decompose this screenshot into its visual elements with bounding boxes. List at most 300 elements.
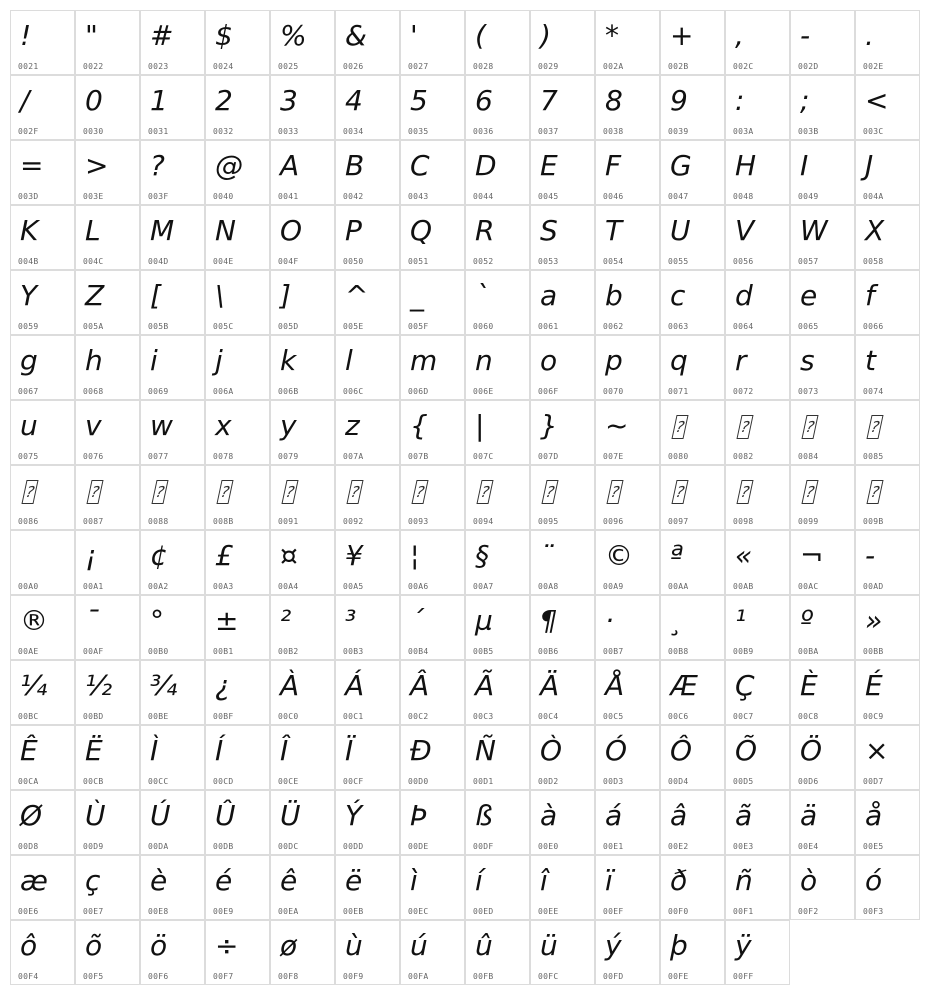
glyph-character: T bbox=[605, 214, 623, 247]
glyph-cell bbox=[75, 75, 140, 140]
glyph-codepoint: 00C4 bbox=[538, 712, 559, 721]
glyph-character: R bbox=[475, 214, 495, 247]
glyph-codepoint: 0036 bbox=[473, 127, 494, 136]
glyph-codepoint: 006B bbox=[278, 387, 299, 396]
glyph-codepoint: 00A1 bbox=[83, 582, 104, 591]
glyph-character: Ñ bbox=[475, 734, 496, 767]
glyph-codepoint: 00A4 bbox=[278, 582, 299, 591]
glyph-cell bbox=[335, 140, 400, 205]
glyph-codepoint: 00CB bbox=[83, 777, 104, 786]
glyph-codepoint: 00C7 bbox=[733, 712, 754, 721]
glyph-character: _ bbox=[410, 279, 424, 312]
missing-glyph-icon: ? bbox=[21, 480, 38, 504]
glyph-character: À bbox=[280, 669, 300, 702]
glyph-cell bbox=[75, 400, 140, 465]
glyph-codepoint: 00A8 bbox=[538, 582, 559, 591]
glyph-character: ó bbox=[865, 864, 883, 897]
glyph-character: d bbox=[735, 279, 753, 312]
glyph-cell bbox=[205, 530, 270, 595]
glyph-cell bbox=[595, 10, 660, 75]
glyph-codepoint: 0073 bbox=[798, 387, 819, 396]
glyph-cell bbox=[855, 335, 920, 400]
glyph-codepoint: 0091 bbox=[278, 517, 299, 526]
glyph-cell bbox=[400, 270, 465, 335]
glyph-cell bbox=[595, 855, 660, 920]
glyph-character: H bbox=[735, 149, 757, 182]
glyph-character: 0 bbox=[85, 84, 103, 117]
glyph-codepoint: 003D bbox=[18, 192, 39, 201]
glyph-codepoint: 0087 bbox=[83, 517, 104, 526]
glyph-codepoint: 0062 bbox=[603, 322, 624, 331]
glyph-cell bbox=[335, 920, 400, 985]
glyph-cell bbox=[855, 270, 920, 335]
glyph-character: Á bbox=[345, 669, 365, 702]
glyph-character: 8 bbox=[605, 84, 623, 117]
glyph-codepoint: 00B2 bbox=[278, 647, 299, 656]
glyph-character: F bbox=[605, 149, 622, 182]
glyph-codepoint: 00E8 bbox=[148, 907, 169, 916]
glyph-codepoint: 0080 bbox=[668, 452, 689, 461]
glyph-character: / bbox=[20, 84, 30, 117]
glyph-character: ¿ bbox=[215, 669, 230, 702]
glyph-cell bbox=[855, 725, 920, 790]
glyph-character: + bbox=[670, 19, 694, 52]
glyph-cell bbox=[530, 725, 595, 790]
glyph-cell bbox=[725, 140, 790, 205]
glyph-character: Û bbox=[215, 799, 236, 832]
glyph-character: ` bbox=[475, 279, 489, 312]
missing-glyph-icon: ? bbox=[476, 480, 493, 504]
glyph-codepoint: 003B bbox=[798, 127, 819, 136]
glyph-character: â bbox=[670, 799, 688, 832]
glyph-character: ´ bbox=[410, 604, 424, 637]
glyph-cell bbox=[660, 465, 725, 530]
glyph-codepoint: 006E bbox=[473, 387, 494, 396]
glyph-character: ú bbox=[410, 929, 428, 962]
glyph-character: n bbox=[475, 344, 493, 377]
glyph-cell bbox=[660, 855, 725, 920]
glyph-cell bbox=[660, 595, 725, 660]
glyph-cell bbox=[790, 140, 855, 205]
glyph-cell bbox=[530, 75, 595, 140]
glyph-character: Ò bbox=[540, 734, 563, 767]
glyph-character: © bbox=[605, 539, 633, 572]
glyph-codepoint: 00CF bbox=[343, 777, 364, 786]
glyph-codepoint: 0025 bbox=[278, 62, 299, 71]
glyph-character: Ï bbox=[345, 734, 354, 767]
glyph-codepoint: 0096 bbox=[603, 517, 624, 526]
glyph-codepoint: 0085 bbox=[863, 452, 884, 461]
glyph-codepoint: 002B bbox=[668, 62, 689, 71]
glyph-codepoint: 0086 bbox=[18, 517, 39, 526]
glyph-codepoint: 0058 bbox=[863, 257, 884, 266]
glyph-codepoint: 00D4 bbox=[668, 777, 689, 786]
glyph-cell bbox=[140, 270, 205, 335]
glyph-cell bbox=[530, 270, 595, 335]
glyph-character: ° bbox=[150, 604, 164, 637]
glyph-codepoint: 00D5 bbox=[733, 777, 754, 786]
glyph-cell bbox=[205, 595, 270, 660]
glyph-character: a bbox=[540, 279, 558, 312]
glyph-codepoint: 00F4 bbox=[18, 972, 39, 981]
glyph-cell bbox=[205, 920, 270, 985]
glyph-codepoint: 0035 bbox=[408, 127, 429, 136]
glyph-character: 6 bbox=[475, 84, 493, 117]
glyph-character: k bbox=[280, 344, 297, 377]
missing-glyph-icon: ? bbox=[736, 480, 753, 504]
glyph-cell bbox=[790, 790, 855, 855]
glyph-codepoint: 00BF bbox=[213, 712, 234, 721]
glyph-codepoint: 0088 bbox=[148, 517, 169, 526]
glyph-codepoint: 00F6 bbox=[148, 972, 169, 981]
glyph-cell bbox=[10, 725, 75, 790]
glyph-cell bbox=[270, 335, 335, 400]
glyph-cell bbox=[75, 335, 140, 400]
glyph-character: à bbox=[540, 799, 558, 832]
glyph-codepoint: 00F2 bbox=[798, 907, 819, 916]
glyph-character: ª bbox=[670, 539, 684, 572]
glyph-character: º bbox=[800, 604, 814, 637]
glyph-cell bbox=[270, 270, 335, 335]
glyph-cell bbox=[10, 660, 75, 725]
glyph-codepoint: 00D1 bbox=[473, 777, 494, 786]
glyph-character: ) bbox=[540, 19, 551, 52]
glyph-character: l bbox=[345, 344, 353, 377]
glyph-codepoint: 00F1 bbox=[733, 907, 754, 916]
glyph-cell bbox=[400, 10, 465, 75]
glyph-character: É bbox=[865, 669, 883, 702]
glyph-character: S bbox=[540, 214, 558, 247]
glyph-codepoint: 00A3 bbox=[213, 582, 234, 591]
glyph-character: ± bbox=[215, 604, 239, 637]
glyph-character: ¦ bbox=[410, 539, 420, 572]
glyph-codepoint: 00E1 bbox=[603, 842, 624, 851]
glyph-character: ! bbox=[20, 19, 32, 52]
glyph-character: P bbox=[345, 214, 362, 247]
glyph-cell bbox=[140, 205, 205, 270]
glyph-character: - bbox=[865, 539, 876, 572]
glyph-cell bbox=[855, 465, 920, 530]
glyph-cell bbox=[400, 465, 465, 530]
glyph-codepoint: 002F bbox=[18, 127, 39, 136]
glyph-codepoint: 0021 bbox=[18, 62, 39, 71]
glyph-cell bbox=[530, 855, 595, 920]
glyph-cell bbox=[725, 205, 790, 270]
glyph-cell bbox=[10, 205, 75, 270]
glyph-character: ¼ bbox=[20, 669, 48, 702]
glyph-cell bbox=[270, 660, 335, 725]
glyph-character: K bbox=[20, 214, 39, 247]
glyph-codepoint: 0075 bbox=[18, 452, 39, 461]
glyph-codepoint: 0098 bbox=[733, 517, 754, 526]
glyph-codepoint: 0082 bbox=[733, 452, 754, 461]
glyph-cell bbox=[660, 790, 725, 855]
glyph-cell bbox=[75, 140, 140, 205]
glyph-cell bbox=[790, 10, 855, 75]
glyph-cell bbox=[270, 205, 335, 270]
glyph-cell bbox=[595, 140, 660, 205]
glyph-cell bbox=[270, 10, 335, 75]
glyph-cell bbox=[855, 10, 920, 75]
glyph-character: Ø bbox=[20, 799, 43, 832]
glyph-cell bbox=[660, 140, 725, 205]
glyph-character: ñ bbox=[735, 864, 753, 897]
glyph-codepoint: 0099 bbox=[798, 517, 819, 526]
glyph-codepoint: 0048 bbox=[733, 192, 754, 201]
glyph-character: é bbox=[215, 864, 233, 897]
glyph-cell bbox=[270, 465, 335, 530]
glyph-cell bbox=[335, 465, 400, 530]
glyph-cell bbox=[660, 270, 725, 335]
glyph-cell bbox=[725, 270, 790, 335]
glyph-cell bbox=[140, 465, 205, 530]
glyph-character: # bbox=[150, 19, 174, 52]
glyph-character: Å bbox=[605, 669, 625, 702]
glyph-character: Õ bbox=[735, 734, 758, 767]
glyph-character: õ bbox=[85, 929, 103, 962]
glyph-character: 3 bbox=[280, 84, 298, 117]
glyph-cell bbox=[595, 205, 660, 270]
glyph-character: 5 bbox=[410, 84, 428, 117]
glyph-cell bbox=[530, 790, 595, 855]
glyph-cell bbox=[400, 205, 465, 270]
glyph-codepoint: 0034 bbox=[343, 127, 364, 136]
glyph-codepoint: 00AA bbox=[668, 582, 689, 591]
glyph-cell bbox=[75, 855, 140, 920]
glyph-character: ' bbox=[410, 19, 418, 52]
glyph-codepoint: 00D2 bbox=[538, 777, 559, 786]
glyph-cell bbox=[400, 400, 465, 465]
glyph-character: Ú bbox=[150, 799, 171, 832]
glyph-codepoint: 00BB bbox=[863, 647, 884, 656]
glyph-cell bbox=[725, 10, 790, 75]
glyph-codepoint: 00BC bbox=[18, 712, 39, 721]
glyph-character: | bbox=[475, 409, 485, 442]
glyph-codepoint: 007C bbox=[473, 452, 494, 461]
glyph-character: å bbox=[865, 799, 883, 832]
glyph-codepoint: 0068 bbox=[83, 387, 104, 396]
glyph-codepoint: 0092 bbox=[343, 517, 364, 526]
glyph-cell bbox=[530, 205, 595, 270]
glyph-cell bbox=[10, 270, 75, 335]
glyph-cell bbox=[725, 855, 790, 920]
glyph-cell bbox=[270, 725, 335, 790]
glyph-character: E bbox=[540, 149, 558, 182]
glyph-codepoint: 0053 bbox=[538, 257, 559, 266]
glyph-cell bbox=[790, 335, 855, 400]
glyph-character: X bbox=[865, 214, 885, 247]
glyph-character: O bbox=[280, 214, 303, 247]
glyph-codepoint: 00DD bbox=[343, 842, 364, 851]
glyph-character: ç bbox=[85, 864, 101, 897]
glyph-codepoint: 0041 bbox=[278, 192, 299, 201]
glyph-character: W bbox=[800, 214, 828, 247]
glyph-character: ¯ bbox=[85, 604, 99, 637]
glyph-codepoint: 00EA bbox=[278, 907, 299, 916]
glyph-cell bbox=[790, 205, 855, 270]
glyph-character: u bbox=[20, 409, 38, 442]
glyph-character: ¨ bbox=[540, 539, 554, 572]
glyph-codepoint: 00AB bbox=[733, 582, 754, 591]
glyph-codepoint: 0044 bbox=[473, 192, 494, 201]
glyph-cell bbox=[140, 790, 205, 855]
glyph-cell bbox=[660, 920, 725, 985]
glyph-cell bbox=[270, 790, 335, 855]
glyph-codepoint: 0024 bbox=[213, 62, 234, 71]
glyph-cell bbox=[595, 270, 660, 335]
glyph-character: ¬ bbox=[800, 539, 824, 572]
glyph-codepoint: 00CA bbox=[18, 777, 39, 786]
glyph-codepoint: 0057 bbox=[798, 257, 819, 266]
glyph-codepoint: 0047 bbox=[668, 192, 689, 201]
glyph-character: ¾ bbox=[150, 669, 178, 702]
glyph-codepoint: 009B bbox=[863, 517, 884, 526]
glyph-character: < bbox=[865, 84, 889, 117]
glyph-cell bbox=[465, 75, 530, 140]
glyph-character: í bbox=[475, 864, 483, 897]
glyph-cell bbox=[725, 530, 790, 595]
glyph-codepoint: 00B1 bbox=[213, 647, 234, 656]
glyph-cell bbox=[335, 530, 400, 595]
glyph-cell bbox=[75, 465, 140, 530]
glyph-codepoint: 0076 bbox=[83, 452, 104, 461]
glyph-cell bbox=[855, 75, 920, 140]
glyph-cell bbox=[335, 75, 400, 140]
glyph-character: Z bbox=[85, 279, 105, 312]
glyph-cell bbox=[270, 530, 335, 595]
glyph-cell bbox=[725, 790, 790, 855]
glyph-codepoint: 00E7 bbox=[83, 907, 104, 916]
glyph-cell bbox=[140, 920, 205, 985]
missing-glyph-icon: ? bbox=[86, 480, 103, 504]
glyph-codepoint: 0074 bbox=[863, 387, 884, 396]
glyph-cell bbox=[10, 855, 75, 920]
missing-glyph-icon: ? bbox=[866, 415, 883, 439]
glyph-cell bbox=[855, 140, 920, 205]
glyph-character: ² bbox=[280, 604, 292, 637]
glyph-character: Ä bbox=[540, 669, 560, 702]
glyph-cell bbox=[140, 855, 205, 920]
glyph-character: ® bbox=[20, 604, 48, 637]
glyph-codepoint: 00EC bbox=[408, 907, 429, 916]
glyph-cell bbox=[660, 10, 725, 75]
glyph-character: 2 bbox=[215, 84, 233, 117]
glyph-cell bbox=[335, 335, 400, 400]
glyph-character: C bbox=[410, 149, 430, 182]
glyph-codepoint: 00B4 bbox=[408, 647, 429, 656]
glyph-codepoint: 0071 bbox=[668, 387, 689, 396]
glyph-codepoint: 00A2 bbox=[148, 582, 169, 591]
glyph-cell bbox=[400, 855, 465, 920]
glyph-codepoint: 0079 bbox=[278, 452, 299, 461]
glyph-codepoint: 0093 bbox=[408, 517, 429, 526]
glyph-character: w bbox=[150, 409, 173, 442]
glyph-cell bbox=[595, 530, 660, 595]
glyph-cell bbox=[790, 595, 855, 660]
glyph-character: ¶ bbox=[540, 604, 558, 637]
glyph-character: Q bbox=[410, 214, 433, 247]
glyph-codepoint: 007A bbox=[343, 452, 364, 461]
glyph-codepoint: 0045 bbox=[538, 192, 559, 201]
glyph-cell bbox=[140, 400, 205, 465]
glyph-character: ã bbox=[735, 799, 753, 832]
glyph-character: , bbox=[735, 19, 744, 52]
glyph-cell bbox=[10, 530, 75, 595]
glyph-character: ¡ bbox=[85, 539, 97, 572]
glyph-codepoint: 00A7 bbox=[473, 582, 494, 591]
glyph-codepoint: 00B9 bbox=[733, 647, 754, 656]
glyph-cell bbox=[530, 660, 595, 725]
glyph-character: ß bbox=[475, 799, 493, 832]
glyph-codepoint: 00EB bbox=[343, 907, 364, 916]
glyph-character: Ç bbox=[735, 669, 755, 702]
glyph-codepoint: 0043 bbox=[408, 192, 429, 201]
glyph-character: x bbox=[215, 409, 232, 442]
glyph-character: ð bbox=[670, 864, 688, 897]
glyph-character: £ bbox=[215, 539, 233, 572]
glyph-cell bbox=[10, 335, 75, 400]
glyph-cell bbox=[400, 75, 465, 140]
glyph-cell bbox=[75, 530, 140, 595]
missing-glyph-icon: ? bbox=[801, 480, 818, 504]
glyph-codepoint: 007E bbox=[603, 452, 624, 461]
glyph-cell bbox=[140, 10, 205, 75]
glyph-character: % bbox=[280, 19, 307, 52]
glyph-cell bbox=[465, 465, 530, 530]
glyph-codepoint: 003E bbox=[83, 192, 104, 201]
glyph-codepoint: 004D bbox=[148, 257, 169, 266]
glyph-cell bbox=[465, 205, 530, 270]
glyph-character: . bbox=[865, 19, 874, 52]
glyph-codepoint: 00FE bbox=[668, 972, 689, 981]
glyph-character: r bbox=[735, 344, 747, 377]
glyph-codepoint: 00CC bbox=[148, 777, 169, 786]
glyph-character: ø bbox=[280, 929, 298, 962]
glyph-character: Ð bbox=[410, 734, 432, 767]
glyph-cell bbox=[205, 790, 270, 855]
glyph-codepoint: 0033 bbox=[278, 127, 299, 136]
glyph-character: 1 bbox=[150, 84, 168, 117]
glyph-character: s bbox=[800, 344, 815, 377]
glyph-cell bbox=[530, 920, 595, 985]
glyph-cell bbox=[465, 140, 530, 205]
missing-glyph-icon: ? bbox=[151, 480, 168, 504]
glyph-codepoint: 0078 bbox=[213, 452, 234, 461]
glyph-character: t bbox=[865, 344, 876, 377]
glyph-codepoint: 0052 bbox=[473, 257, 494, 266]
glyph-codepoint: 00D9 bbox=[83, 842, 104, 851]
glyph-codepoint: 00E5 bbox=[863, 842, 884, 851]
glyph-cell bbox=[10, 920, 75, 985]
glyph-cell bbox=[790, 660, 855, 725]
glyph-character: M bbox=[150, 214, 175, 247]
glyph-character: Ó bbox=[605, 734, 628, 767]
glyph-character: m bbox=[410, 344, 438, 377]
glyph-character: q bbox=[670, 344, 688, 377]
glyph-codepoint: 006C bbox=[343, 387, 364, 396]
glyph-cell bbox=[335, 10, 400, 75]
glyph-cell bbox=[725, 75, 790, 140]
glyph-cell bbox=[725, 335, 790, 400]
glyph-cell bbox=[205, 660, 270, 725]
glyph-cell bbox=[465, 855, 530, 920]
glyph-cell bbox=[855, 595, 920, 660]
glyph-cell bbox=[75, 270, 140, 335]
glyph-character: z bbox=[345, 409, 360, 442]
glyph-codepoint: 00C5 bbox=[603, 712, 624, 721]
glyph-codepoint: 007B bbox=[408, 452, 429, 461]
missing-glyph-icon: ? bbox=[801, 415, 818, 439]
